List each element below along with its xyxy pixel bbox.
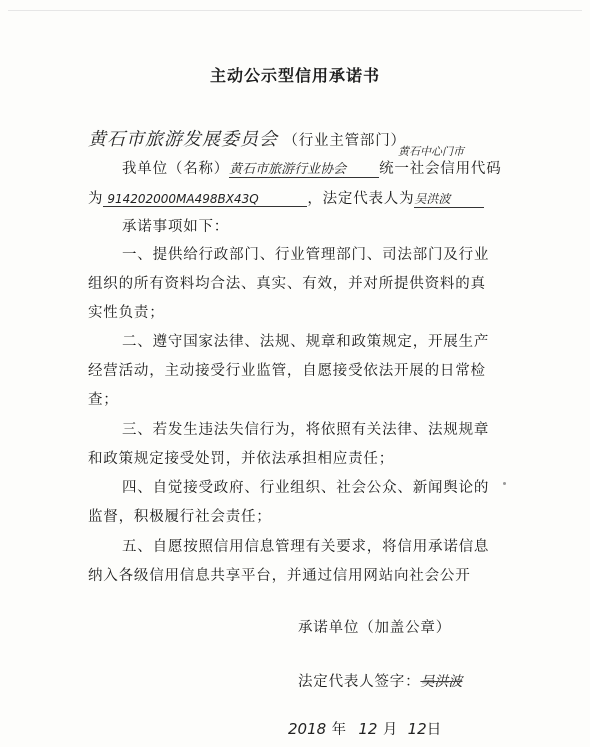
item-five-b: 纳入各级信用信息共享平台，并通过信用网站向社会公开 [88,568,471,584]
unit-line [122,157,502,178]
scan-edge [8,10,582,11]
unit-correction: 黄石中心门市 [398,145,464,158]
dept-suffix: （行业主管部门） [283,133,406,149]
item-one-a: 一、提供给行政部门、行业管理部门、司法部门及行业 [122,247,490,263]
signoff-rep-label: 法定代表人签字： [298,674,421,690]
item-five-a: 五、自愿按照信用信息管理有关要求，将信用承诺信息 [122,539,490,555]
signoff-unit-label: 承诺单位（加盖公章） [298,620,451,636]
item-one-c: 实性负责； [88,305,165,321]
code-mid: ，法定代表人为 [307,191,415,207]
unit-suffix: 统一社会信用代码 [379,161,502,177]
item-two-c: 查； [88,392,119,408]
unit-prefix: 我单位（名称） [122,161,230,177]
date-month: 12 [358,720,378,738]
item-one-b: 组织的所有资料均合法、真实、有效，并对所提供资料的真 [88,276,486,292]
document-title: 主动公示型信用承诺书 [209,66,380,85]
item-three-a: 三、若发生违法失信行为，将依照有关法律、法规规章 [122,422,490,438]
date-month-suffix: 月 [382,722,399,738]
dept-handwritten: 黄石市旅游发展委员会 [88,129,278,150]
item-two-a: 二、遵守国家法律、法规、规章和政策规定，开展生产 [122,334,490,350]
dept-line [88,125,406,151]
code-line [88,187,484,208]
code-prefix: 为 [88,191,104,207]
item-four-b: 监督，积极履行社会责任； [88,509,272,525]
rep-name-handwritten: 吴洪波 [414,190,484,208]
scan-speck [503,482,506,485]
date-year: 2018 [288,720,327,738]
signoff-date [288,718,442,739]
unit-name-handwritten: 黄石市旅游行业协会 [229,158,379,178]
date-day: 12 [407,720,427,738]
item-three-b: 和政策规定接受处罚，并依法承担相应责任； [88,451,394,467]
item-two-b: 经营活动，主动接受行业监管，自愿接受依法开展的日常检 [88,363,486,379]
date-day-suffix: 日 [426,722,442,738]
items-intro: 承诺事项如下： [122,219,230,235]
date-year-suffix: 年 [331,722,347,738]
item-four-a: 四、自觉接受政府、行业组织、社会公众、新闻舆论的 [122,480,490,496]
credit-code-handwritten: 914202000MA498BX43Q [103,192,307,207]
signoff-rep-line [298,670,462,691]
rep-signature: 吴洪波 [420,674,463,690]
